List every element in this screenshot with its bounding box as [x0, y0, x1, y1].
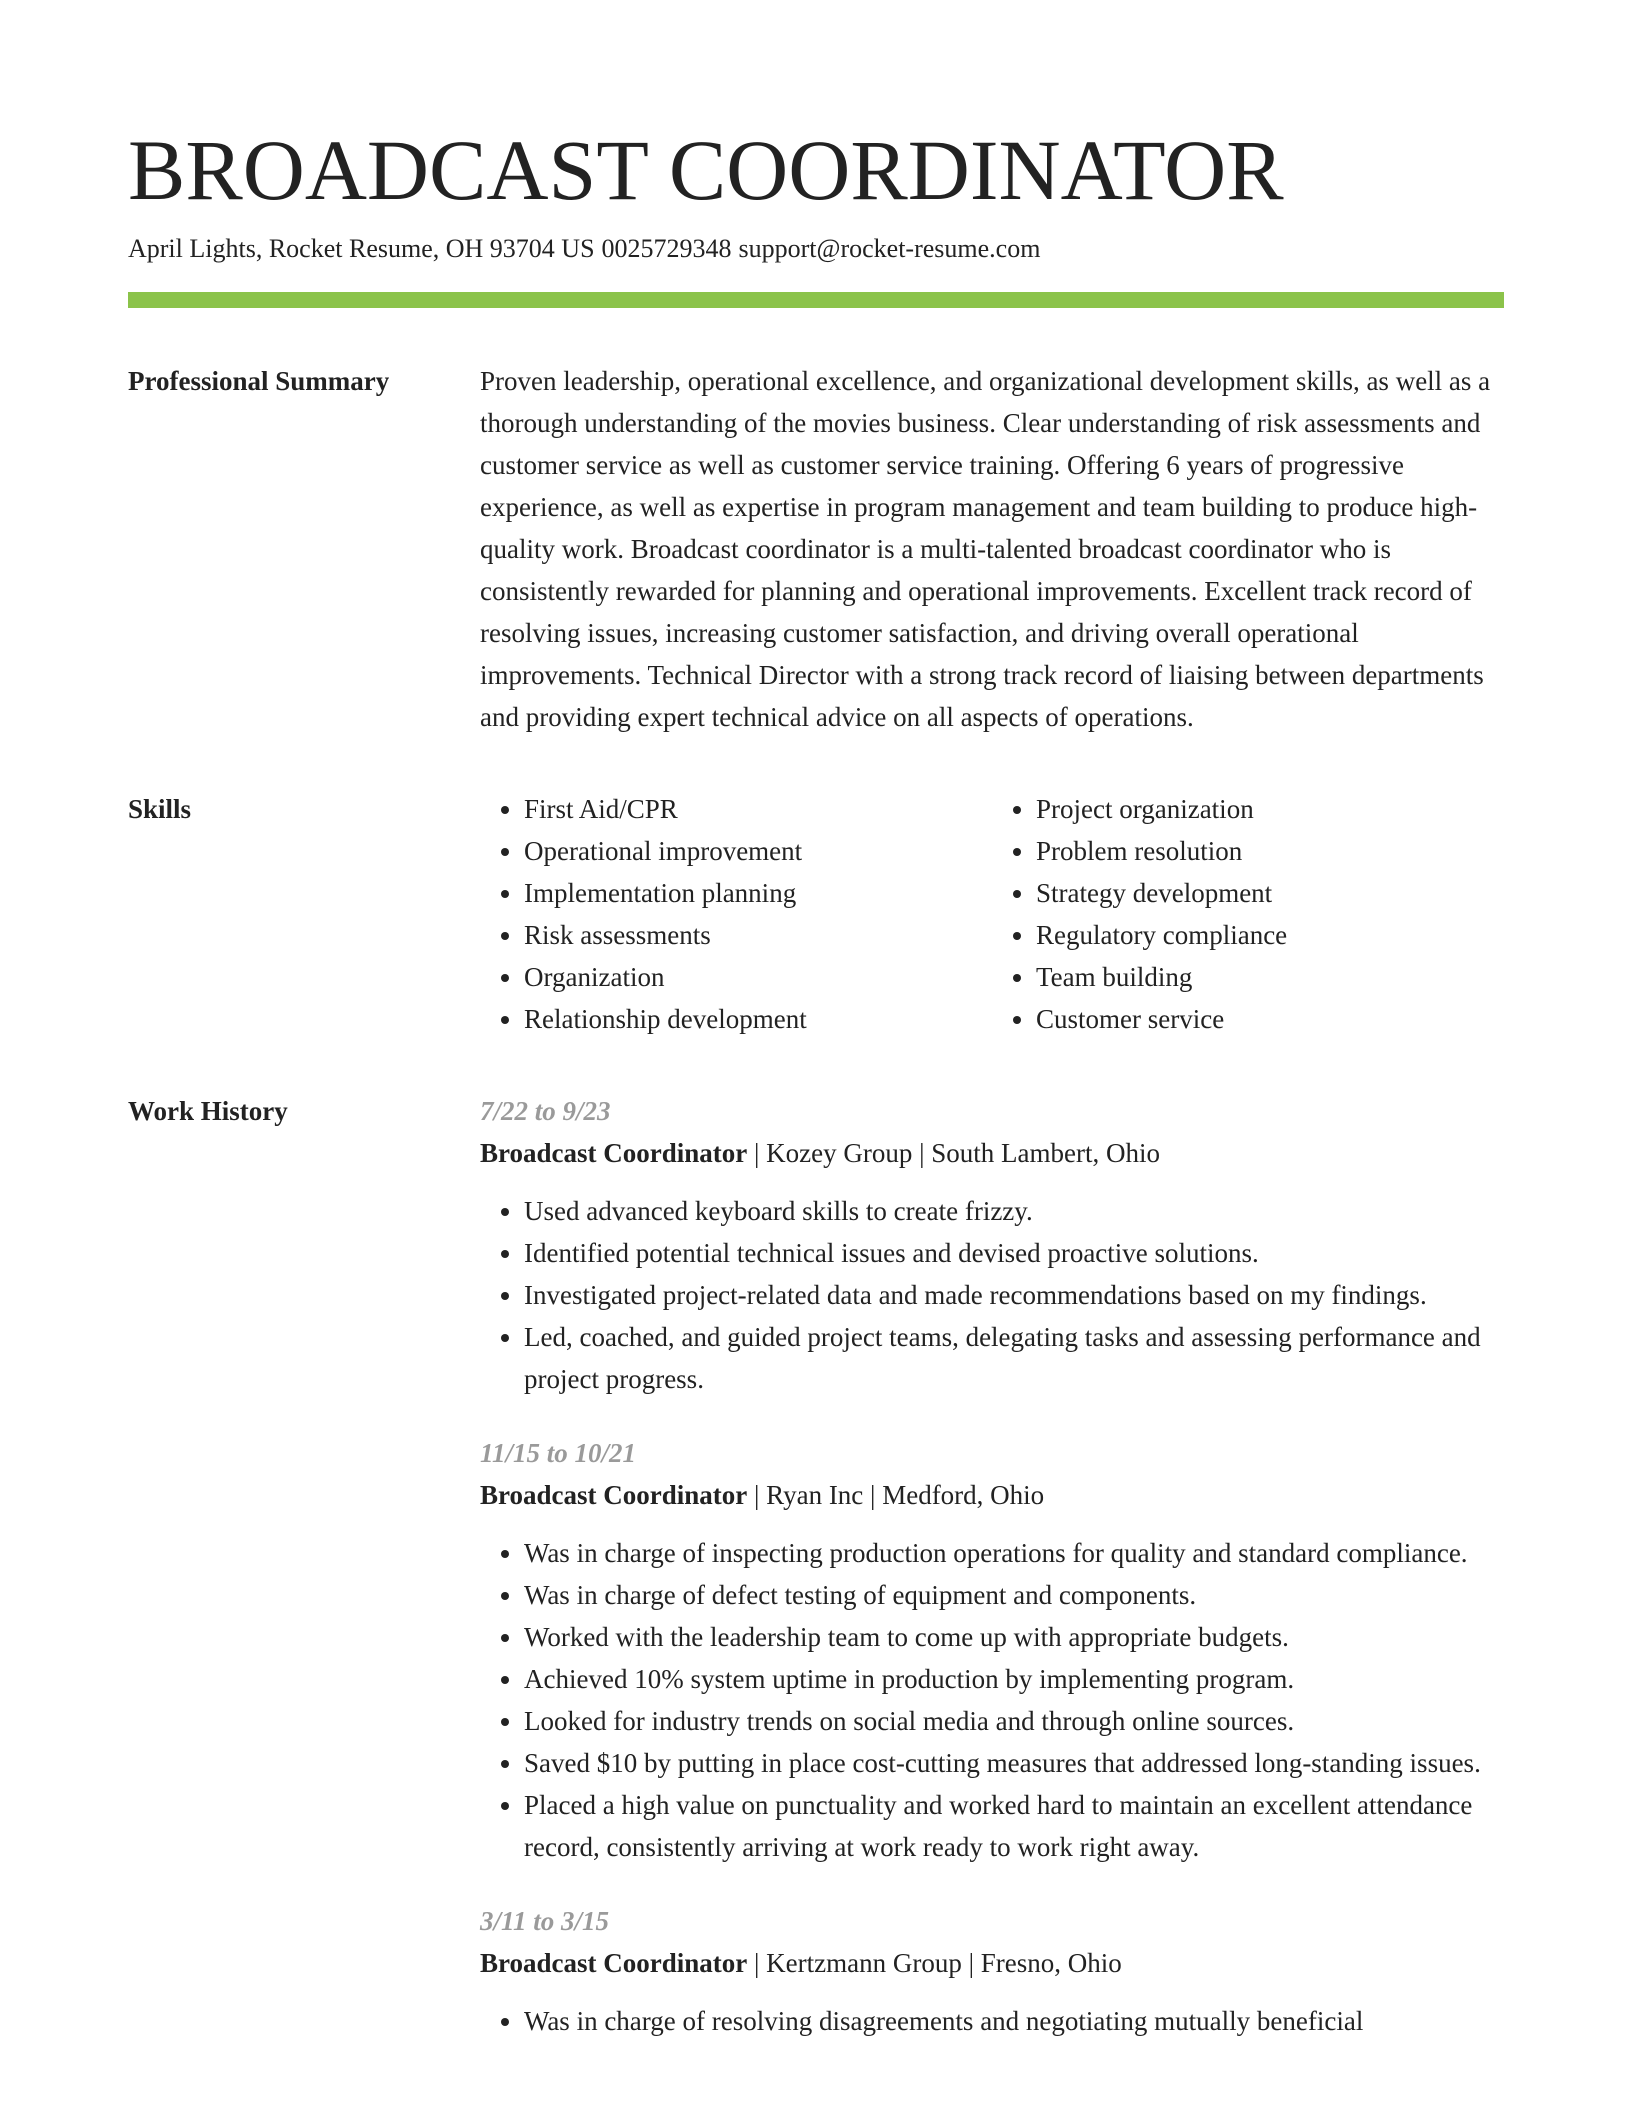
skill-item: • First Aid/CPR: [524, 788, 992, 830]
contact-email: support@rocket-resume.com: [738, 234, 1041, 263]
section-label-skills: Skills: [128, 794, 192, 824]
skill-item: • Problem resolution: [1036, 830, 1504, 872]
job-dates: 7/22 to 9/23: [480, 1096, 611, 1126]
job-company-location: | Ryan Inc | Medford, Ohio: [747, 1480, 1045, 1510]
job-heading: [480, 1474, 1504, 1516]
skill-item: • Organization: [524, 956, 992, 998]
section-work-history: [128, 1090, 1504, 2074]
skill-item: • Customer service: [1036, 998, 1504, 1040]
job-bullets: [480, 1532, 1504, 1868]
job-company-location: | Kertzmann Group | Fresno, Ohio: [747, 1948, 1122, 1978]
job-bullets: [480, 1190, 1504, 1400]
skill-item: • Project organization: [1036, 788, 1504, 830]
job-bullet: • Led, coached, and guided project teams, delegating tasks and assessing performance and project progress.: [524, 1316, 1504, 1400]
job-bullet: • Worked with the leadership team to come up with appropriate budgets.: [524, 1616, 1504, 1658]
job-bullet: • Saved $10 by putting in place cost-cutting measures that addressed long-standing issues.: [524, 1742, 1504, 1784]
summary-text: Proven leadership, operational excellence, and organizational development skills, as well as a thorough understanding of the movies business. Clear understanding of risk assessments and customer service as well as customer service training. Offering 6 years of progressive experience, as well as expertise in program management and team building to produce high-quality work. Broadcast coordinator is a multi-talented broadcast coordinator who is consistently rewarded for planning and operational improvements. Excellent track record of resolving issues, increasing customer satisfaction, and driving overall operational improvements. Technical Director with a strong track record of liaising between departments and providing expert technical advice on all aspects of operations.: [480, 366, 1491, 732]
section-skills: [128, 788, 1504, 1040]
resume-title: BROADCAST COORDINATOR: [128, 122, 1284, 218]
skill-item: • Operational improvement: [524, 830, 992, 872]
job-title: Broadcast Coordinator: [480, 1138, 748, 1168]
section-body-summary: [480, 360, 1504, 738]
job-heading: [480, 1132, 1504, 1174]
job-company-location: | Kozey Group | South Lambert, Ohio: [747, 1138, 1160, 1168]
job-entry: [480, 1432, 1504, 1868]
job-bullet: • Was in charge of resolving disagreements and negotiating mutually beneficial: [524, 2000, 1504, 2042]
contact-address: April Lights, Rocket Resume, OH 93704 US: [128, 234, 595, 263]
resume-page: [128, 118, 1504, 2074]
job-entry: [480, 1090, 1504, 1400]
job-bullets: [480, 2000, 1504, 2042]
job-bullet: • Used advanced keyboard skills to create frizzy.: [524, 1190, 1504, 1232]
job-bullet: • Investigated project-related data and made recommendations based on my findings.: [524, 1274, 1504, 1316]
section-label-summary: Professional Summary: [128, 366, 390, 396]
job-bullet: • Placed a high value on punctuality and worked hard to maintain an excellent attendance record, consistently arriving at work ready to work right away.: [524, 1784, 1504, 1868]
skill-item: • Risk assessments: [524, 914, 992, 956]
job-bullet: • Identified potential technical issues and devised proactive solutions.: [524, 1232, 1504, 1274]
section-body-work: [480, 1090, 1504, 2074]
contact-line: [128, 232, 1504, 266]
job-bullet: • Was in charge of inspecting production operations for quality and standard compliance.: [524, 1532, 1504, 1574]
skills-column-left: [480, 788, 992, 1040]
job-title: Broadcast Coordinator: [480, 1480, 748, 1510]
job-dates: 3/11 to 3/15: [480, 1906, 610, 1936]
section-professional-summary: [128, 360, 1504, 738]
skill-item: • Relationship development: [524, 998, 992, 1040]
skill-item: • Regulatory compliance: [1036, 914, 1504, 956]
job-bullet: • Was in charge of defect testing of equipment and components.: [524, 1574, 1504, 1616]
skill-item: • Implementation planning: [524, 872, 992, 914]
section-body-skills: [480, 788, 1504, 1040]
job-heading: [480, 1942, 1504, 1984]
job-bullet: • Looked for industry trends on social media and through online sources.: [524, 1700, 1504, 1742]
job-dates: 11/15 to 10/21: [480, 1438, 637, 1468]
contact-phone: 0025729348: [601, 234, 732, 263]
skill-item: • Team building: [1036, 956, 1504, 998]
job-bullet: • Achieved 10% system uptime in production by implementing program.: [524, 1658, 1504, 1700]
skills-column-right: [992, 788, 1504, 1040]
job-title: Broadcast Coordinator: [480, 1948, 748, 1978]
skills-grid: [480, 788, 1504, 1040]
accent-divider: [128, 292, 1504, 308]
section-label-work: Work History: [128, 1096, 288, 1126]
skill-item: • Strategy development: [1036, 872, 1504, 914]
job-entry: [480, 1900, 1504, 2042]
